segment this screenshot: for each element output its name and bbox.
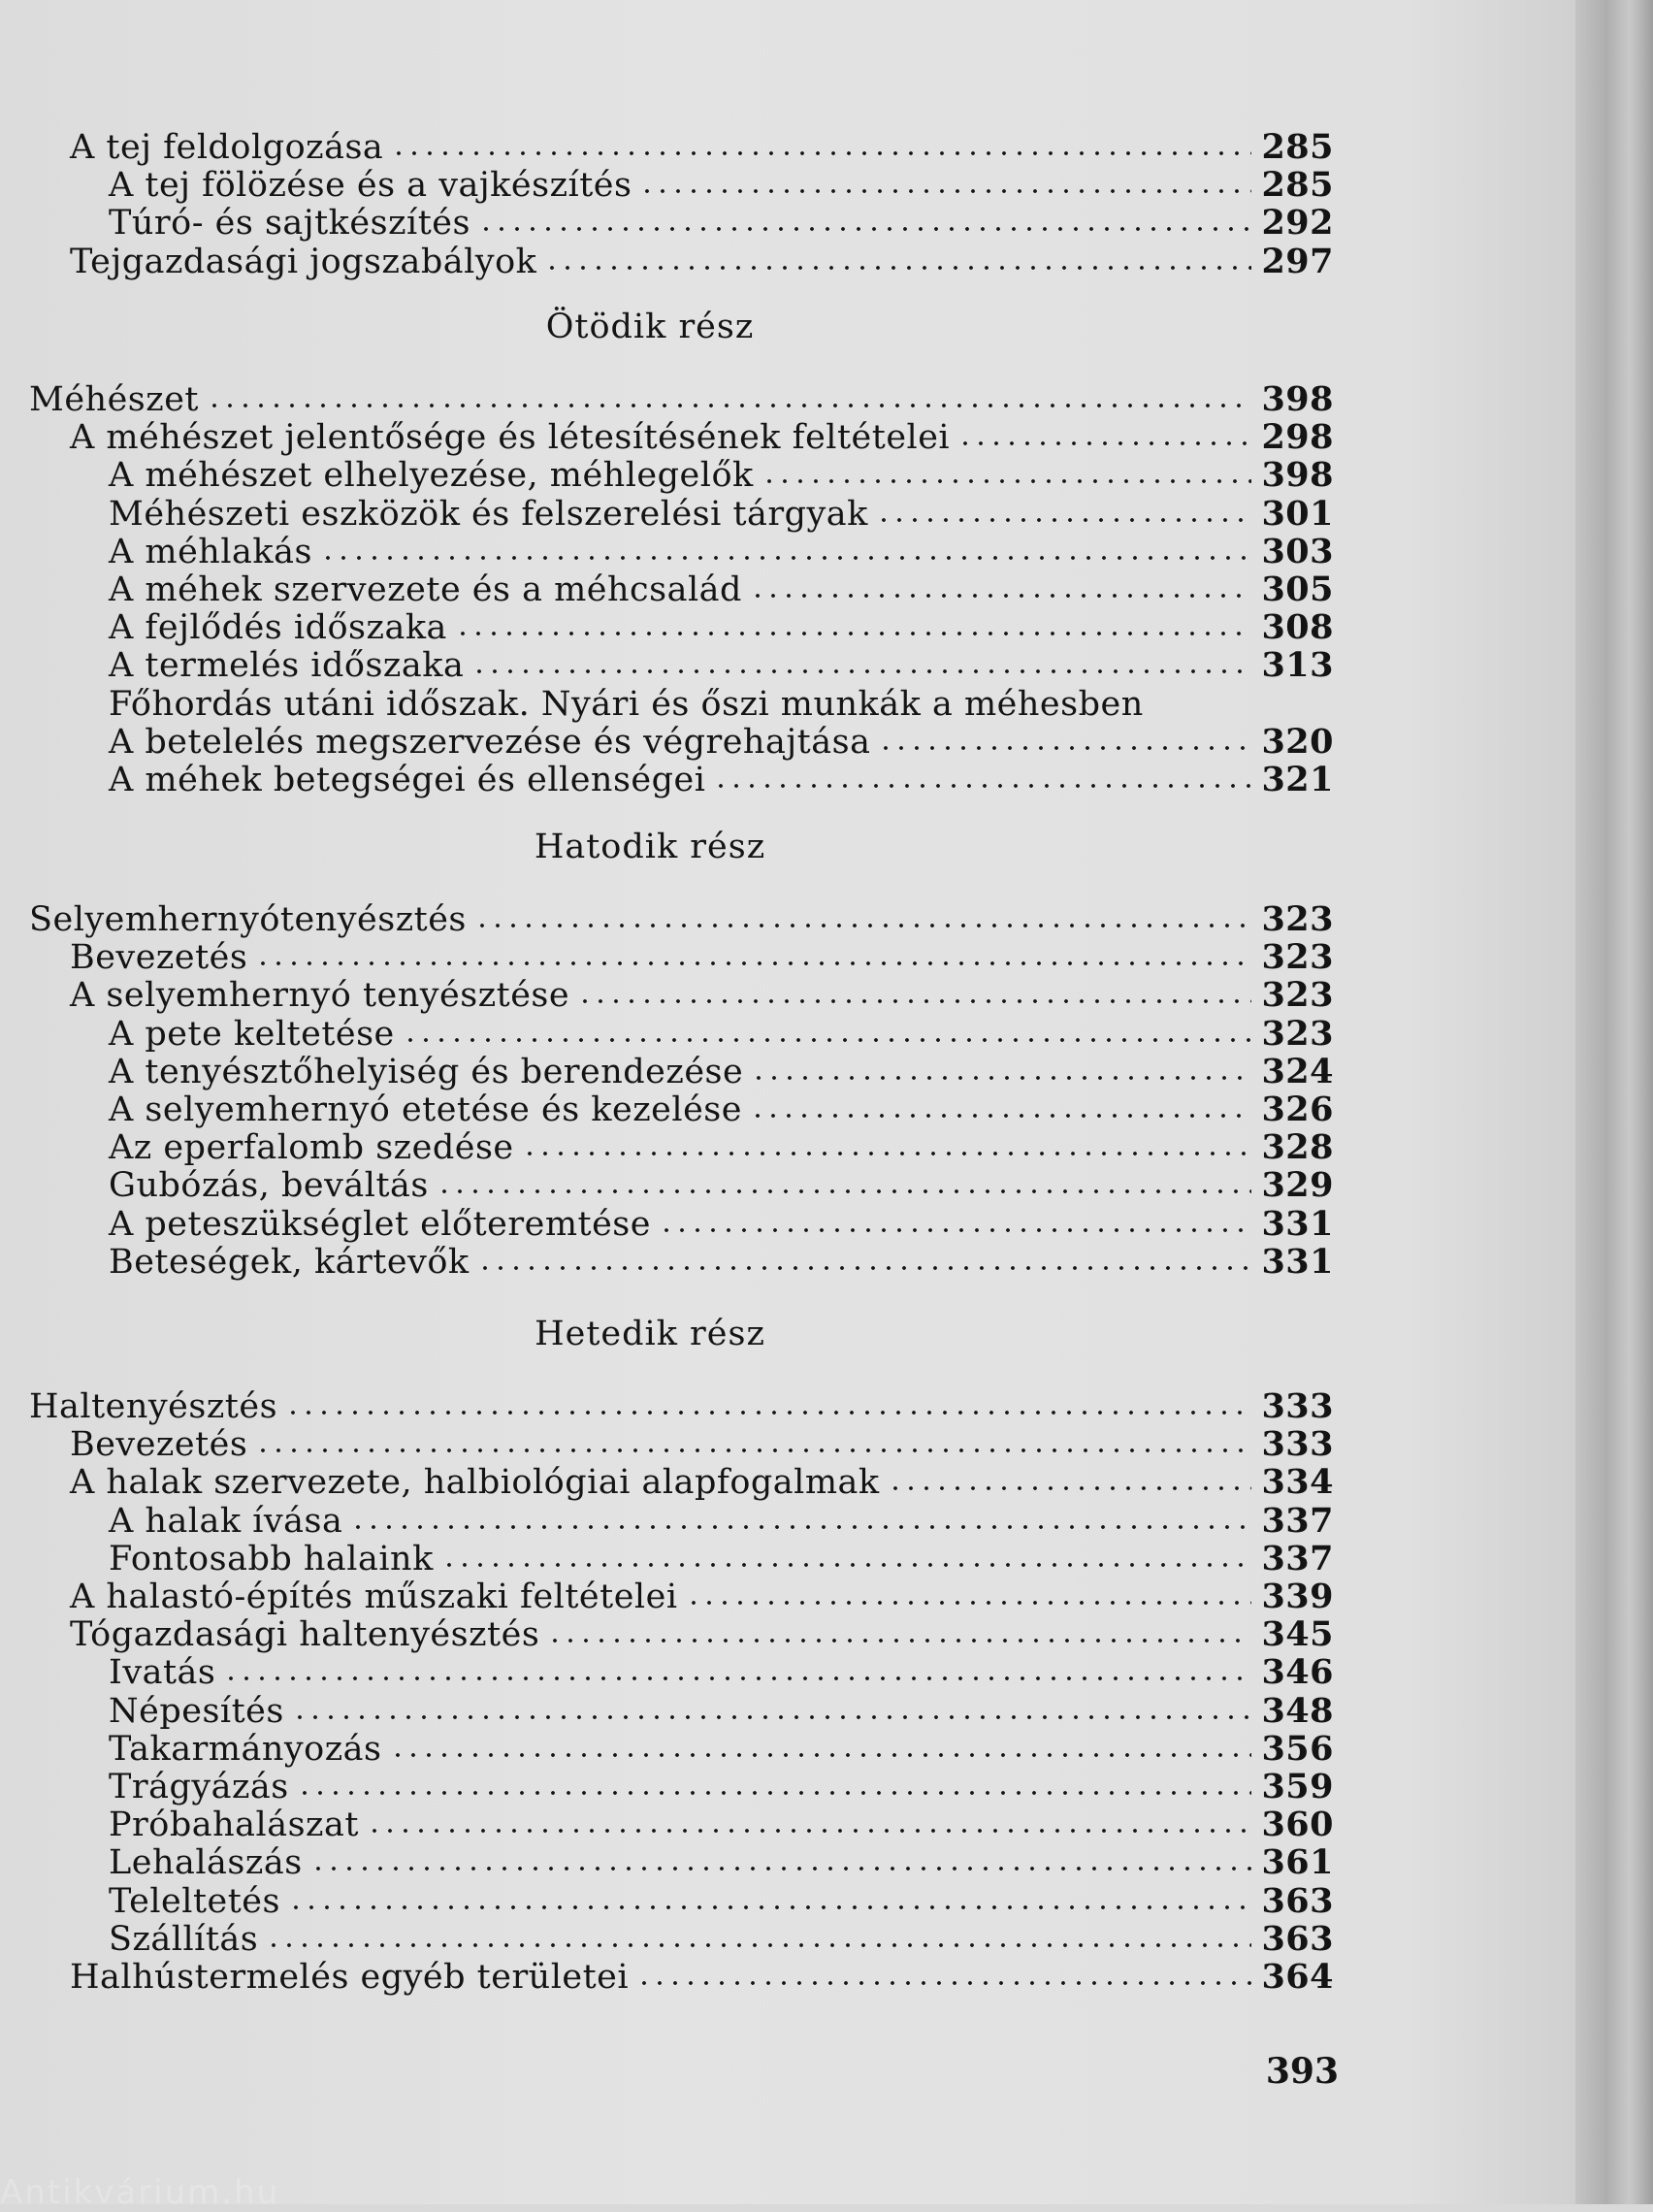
toc-entry [29,380,1334,419]
toc-entry [70,128,1334,167]
toc-entry-title: Haltenyésztés [29,1387,278,1426]
toc-entry [109,1015,1334,1054]
toc-entry-title: A halak ívása [109,1501,343,1541]
toc-entry-title: Tejgazdasági jogszabályok [70,242,537,281]
toc-entry-title: A méhek szervezete és a méhcsalád [109,570,742,609]
toc-entry-page: 323 [1261,975,1334,1016]
toc-dot-leader [320,554,1251,562]
part-heading: Hetedik rész [535,1315,765,1353]
toc-entry-page: 323 [1261,899,1334,939]
toc-entry-title: Halhústermelés egyéb területei [70,1958,630,1997]
toc-entry-title: Lehalászás [109,1843,303,1883]
toc-entry-page: 297 [1261,241,1334,281]
toc-entry-page: 320 [1261,721,1334,762]
toc-entry [109,608,1334,647]
toc-entry-page: 321 [1261,760,1334,799]
toc-dot-leader [207,402,1251,409]
toc-dot-leader [288,1903,1251,1911]
toc-entry [109,1090,1334,1129]
toc-dot-leader [686,1599,1252,1607]
toc-entry-title: A méhészet elhelyezése, méhlegelők [109,456,754,496]
toc-dot-leader [751,1074,1251,1082]
toc-entry-page: 326 [1261,1090,1334,1129]
toc-dot-leader [878,744,1251,752]
toc-entry-page: 333 [1261,1386,1334,1426]
toc-entry-title: Gubózás, beváltás [109,1166,429,1206]
toc-entry-title: A pete keltetése [109,1014,395,1054]
toc-entry-title: Méhészet [29,380,199,419]
toc-entry-page: 356 [1261,1728,1334,1769]
toc-entry-title: Főhordás utáni időszak. Nyári és őszi munkák a méhesben [109,684,1144,724]
toc-entry-title: Méhészeti eszközök és felszerelési tárgyak [109,494,868,534]
toc-entry-page: 359 [1261,1767,1334,1806]
toc-entry [109,456,1334,495]
toc-entry-page: 337 [1261,1500,1334,1541]
toc-entry-title: Népesítés [109,1691,284,1731]
toc-dot-leader [522,1150,1252,1157]
toc-entry [109,1768,1334,1806]
toc-entry [109,1843,1334,1882]
toc-entry [109,1540,1334,1578]
toc-entry [109,761,1334,799]
toc-entry-page: 345 [1261,1614,1334,1655]
toc-entry-title: Ivatás [109,1653,216,1693]
toc-entry [109,533,1334,571]
toc-entry-page: 285 [1261,127,1334,167]
toc-entry [70,243,1334,281]
toc-dot-leader [636,1979,1251,1987]
toc-entry-title: Selyemhernyótenyésztés [29,900,467,939]
toc-entry-title: A betelelés megszervezése és végrehajtása [109,722,871,762]
toc-entry [109,1502,1334,1541]
toc-entry-title: Beteségek, kártevők [109,1242,470,1282]
toc-dot-leader [659,1226,1251,1234]
toc-entry [109,1243,1334,1282]
toc-entry-title: A méhek betegségei és ellenségei [109,761,706,799]
toc-entry-title: Túró- és sajtkészítés [109,204,470,244]
toc-entry [70,418,1334,457]
toc-entry-page: 323 [1261,1013,1334,1054]
toc-entry [109,1730,1334,1769]
toc-entry-page: 337 [1261,1538,1334,1578]
toc-dot-leader [285,1409,1251,1416]
toc-entry-page: 324 [1261,1051,1334,1091]
toc-dot-leader [223,1675,1251,1682]
toc-entry-page: 329 [1261,1165,1334,1206]
toc-entry-title: Teleltetés [109,1881,280,1921]
toc-dot-leader [437,1187,1252,1195]
toc-dot-leader [390,1751,1252,1759]
toc-entry-title: A tej feldolgozása [70,128,384,167]
toc-entry-title: A méhészet jelentősége és létesítésének feltételei [70,418,951,458]
toc-dot-leader [713,782,1251,790]
toc-dot-leader [639,187,1251,195]
toc-entry-title: A méhlakás [109,532,312,571]
toc-entry [70,1578,1334,1616]
toc-entry-title: Az eperfalomb szedése [109,1128,514,1168]
toc-entry-title: A selyemhernyó etetése és kezelése [109,1090,742,1129]
toc-entry-page: 331 [1261,1241,1334,1282]
toc-dot-leader [762,477,1252,485]
toc-entry-title: Szállítás [109,1919,259,1959]
toc-dot-leader [876,516,1252,524]
toc-entry-title: A peteszükséglet előteremtése [109,1204,651,1244]
toc-dot-leader [471,667,1251,675]
toc-entry-page: 313 [1261,645,1334,686]
toc-entry-page: 298 [1261,417,1334,458]
toc-entry-title: A fejlődés időszaka [109,608,447,648]
toc-entry [109,1166,1334,1205]
toc-entry-page: 308 [1261,607,1334,648]
toc-entry-title: Tógazdasági haltenyésztés [70,1615,540,1655]
toc-entry [70,976,1334,1015]
toc-dot-leader [367,1827,1252,1835]
toc-dot-leader [750,592,1252,600]
toc-dot-leader [441,1561,1252,1569]
toc-dot-leader [350,1523,1251,1531]
toc-entry-page: 285 [1261,165,1334,206]
toc-entry-page: 398 [1261,379,1334,419]
toc-entry-title: Próbahalászat [109,1805,359,1845]
toc-entry-page: 328 [1261,1127,1334,1168]
toc-entry-page: 333 [1261,1424,1334,1465]
toc-entry [109,685,1334,724]
toc-entry [109,1692,1334,1731]
toc-entry [109,1205,1334,1244]
toc-entry-title: Trágyázás [109,1768,289,1806]
toc-dot-leader [266,1941,1251,1949]
toc-dot-leader [255,1447,1251,1454]
toc-dot-leader [292,1713,1252,1721]
toc-entry-page: 331 [1261,1203,1334,1244]
toc-entry-page: 303 [1261,531,1334,571]
page-number: 393 [1265,2051,1339,2092]
toc-entry-title: Bevezetés [70,938,248,978]
toc-entry [70,1463,1334,1502]
toc-entry [70,1615,1334,1654]
toc-dot-leader [577,997,1251,1005]
toc-entry [70,938,1334,977]
toc-dot-leader [888,1484,1252,1492]
toc-entry-page: 360 [1261,1805,1334,1845]
toc-entry [70,1958,1334,1997]
toc-entry [109,646,1334,685]
toc-dot-leader [297,1789,1252,1797]
toc-entry [109,166,1334,205]
toc-entry-page: 339 [1261,1577,1334,1616]
toc-dot-leader [403,1036,1252,1044]
toc-dot-leader [310,1865,1252,1872]
part-heading: Ötödik rész [545,308,755,346]
toc-entry [29,900,1334,939]
toc-entry [109,723,1334,762]
toc-dot-leader [750,1112,1251,1120]
toc-dot-leader [474,922,1252,929]
toc-entry-page: 346 [1261,1652,1334,1693]
toc-entry [109,1653,1334,1692]
toc-dot-leader [455,630,1252,637]
toc-entry-page: 301 [1261,493,1334,534]
toc-entry-page: 361 [1261,1842,1334,1883]
toc-entry-page: 323 [1261,937,1334,978]
watermark-text: Antikvárium.hu [0,2173,280,2212]
toc-entry-title: A tej fölözése és a vajkészítés [109,166,632,206]
toc-entry-page: 398 [1261,455,1334,496]
toc-dot-leader [547,1637,1251,1644]
toc-entry [29,1387,1334,1426]
toc-entry [109,1128,1334,1167]
toc-entry [109,1920,1334,1959]
toc-dot-leader [255,960,1251,967]
toc-dot-leader [477,1264,1252,1272]
toc-dot-leader [478,225,1251,233]
toc-dot-leader [957,439,1251,447]
part-heading: Hatodik rész [534,828,766,866]
toc-entry [109,1805,1334,1844]
toc-entry-title: A halak szervezete, halbiológiai alapfogalmak [70,1463,880,1503]
toc-dot-leader [391,149,1251,157]
toc-entry [109,495,1334,534]
toc-entry [70,1425,1334,1464]
toc-entry-page: 364 [1261,1957,1334,1997]
toc-entry-page: 292 [1261,203,1334,244]
toc-entry-page: 348 [1261,1690,1334,1731]
toc-entry-title: A tenyésztőhelyiség és berendezése [109,1052,744,1091]
toc-entry [109,204,1334,243]
toc-entry [109,1882,1334,1921]
toc-entry-title: A selyemhernyó tenyésztése [70,976,570,1016]
toc-entry-page: 334 [1261,1462,1334,1503]
toc-entry-title: Fontosabb halaink [109,1539,434,1578]
toc-entry [109,1053,1334,1091]
toc-entry-page: 363 [1261,1880,1334,1921]
toc-entry-page: 363 [1261,1918,1334,1959]
toc-entry-title: Bevezetés [70,1425,248,1465]
toc-entry [109,570,1334,609]
toc-entry-page: 305 [1261,569,1334,609]
toc-entry-title: A halastó-építés műszaki feltételei [70,1578,678,1616]
toc-entry-title: Takarmányozás [109,1729,382,1769]
toc-entry-title: A termelés időszaka [109,646,465,686]
toc-dot-leader [544,264,1251,272]
